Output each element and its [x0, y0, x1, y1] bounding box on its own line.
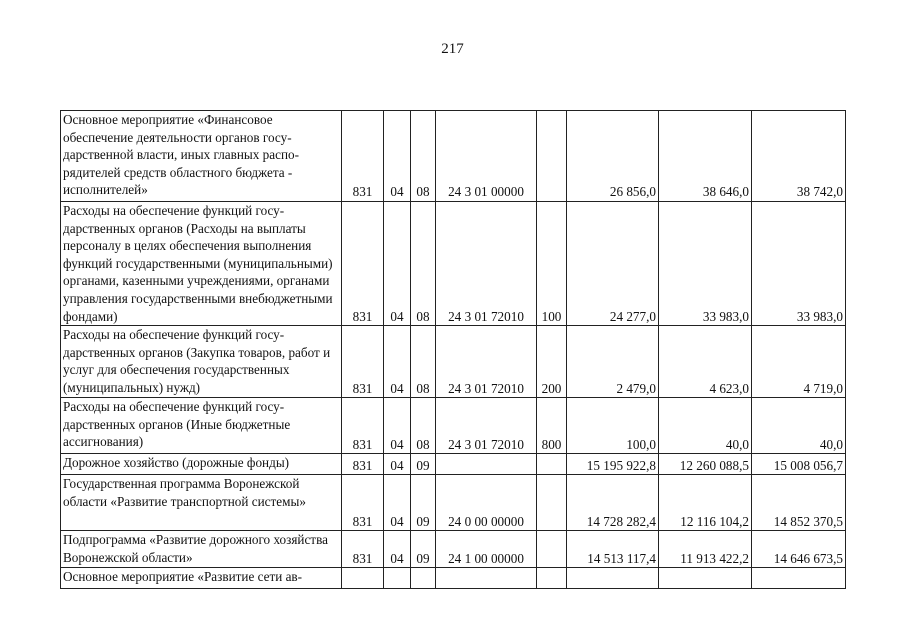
year1-cell	[567, 568, 659, 589]
rz-cell: 04	[384, 398, 411, 454]
table-row	[61, 531, 846, 568]
csr-cell: 24 3 01 72010	[436, 398, 537, 454]
pr-cell: 08	[411, 202, 436, 326]
row-name: Основное мероприятие «Финансовое обеспечение деятельности органов государственной власти, иных главных распорядителей средств областного бюджета - исполнителей»	[61, 111, 342, 202]
rz-cell: 04	[384, 531, 411, 568]
year1-cell: 15 195 922,8	[567, 454, 659, 475]
year3-cell: 38 742,0	[752, 111, 846, 202]
row-name: Подпрограмма «Развитие дорожного хозяйства Воронежской области»	[61, 531, 342, 568]
year1-cell: 26 856,0	[567, 111, 659, 202]
rz-cell	[384, 568, 411, 589]
year1-cell: 100,0	[567, 398, 659, 454]
year2-cell: 4 623,0	[659, 326, 752, 398]
year3-cell: 14 646 673,5	[752, 531, 846, 568]
year3-cell: 33 983,0	[752, 202, 846, 326]
table-row	[61, 398, 846, 454]
table-row	[61, 454, 846, 475]
year2-cell: 38 646,0	[659, 111, 752, 202]
pr-cell: 08	[411, 111, 436, 202]
year3-cell: 14 852 370,5	[752, 475, 846, 531]
table-row	[61, 568, 846, 589]
year1-cell: 2 479,0	[567, 326, 659, 398]
csr-cell: 24 1 00 00000	[436, 531, 537, 568]
year2-cell: 12 116 104,2	[659, 475, 752, 531]
year2-cell: 40,0	[659, 398, 752, 454]
row-name: Расходы на обеспечение функций государственных органов (Расходы на выплаты персоналу в целях обеспечения выполнения функций государственными (муниципальными) органами, казенными учреждениями, органами управления государственными внебюджетными фондами)	[61, 202, 342, 326]
csr-cell	[436, 454, 537, 475]
year3-cell: 4 719,0	[752, 326, 846, 398]
csr-cell: 24 3 01 72010	[436, 202, 537, 326]
year2-cell: 12 260 088,5	[659, 454, 752, 475]
grbs-cell: 831	[342, 111, 384, 202]
vr-cell	[537, 111, 567, 202]
year3-cell	[752, 568, 846, 589]
pr-cell: 09	[411, 454, 436, 475]
pr-cell	[411, 568, 436, 589]
rz-cell: 04	[384, 326, 411, 398]
grbs-cell: 831	[342, 454, 384, 475]
page-number: 217	[441, 41, 464, 57]
year3-cell: 15 008 056,7	[752, 454, 846, 475]
grbs-cell: 831	[342, 326, 384, 398]
rz-cell: 04	[384, 111, 411, 202]
rz-cell: 04	[384, 202, 411, 326]
csr-cell: 24 3 01 00000	[436, 111, 537, 202]
vr-cell: 800	[537, 398, 567, 454]
year2-cell: 33 983,0	[659, 202, 752, 326]
budget-table	[60, 110, 846, 589]
year2-cell: 11 913 422,2	[659, 531, 752, 568]
vr-cell	[537, 454, 567, 475]
table-row	[61, 475, 846, 531]
grbs-cell: 831	[342, 202, 384, 326]
rz-cell: 04	[384, 475, 411, 531]
csr-cell: 24 0 00 00000	[436, 475, 537, 531]
row-name: Основное мероприятие «Развитие сети ав-	[61, 568, 342, 589]
year1-cell: 14 728 282,4	[567, 475, 659, 531]
vr-cell: 200	[537, 326, 567, 398]
table-row	[61, 111, 846, 202]
pr-cell: 08	[411, 326, 436, 398]
row-name: Расходы на обеспечение функций государственных органов (Иные бюджетные ассигнования)	[61, 398, 342, 454]
grbs-cell: 831	[342, 398, 384, 454]
grbs-cell: 831	[342, 475, 384, 531]
vr-cell	[537, 568, 567, 589]
csr-cell	[436, 568, 537, 589]
row-name: Расходы на обеспечение функций государственных органов (Закупка товаров, работ и услуг для обеспечения государственных (муниципальных) нужд)	[61, 326, 342, 398]
table-row	[61, 202, 846, 326]
year1-cell: 14 513 117,4	[567, 531, 659, 568]
pr-cell: 08	[411, 398, 436, 454]
vr-cell	[537, 475, 567, 531]
rz-cell: 04	[384, 454, 411, 475]
row-name: Дорожное хозяйство (дорожные фонды)	[61, 454, 342, 475]
grbs-cell: 831	[342, 531, 384, 568]
row-name: Государственная программа Воронежской области «Развитие транспортной системы»	[61, 475, 342, 531]
csr-cell: 24 3 01 72010	[436, 326, 537, 398]
year2-cell	[659, 568, 752, 589]
vr-cell: 100	[537, 202, 567, 326]
pr-cell: 09	[411, 475, 436, 531]
vr-cell	[537, 531, 567, 568]
grbs-cell	[342, 568, 384, 589]
table-row	[61, 326, 846, 398]
pr-cell: 09	[411, 531, 436, 568]
year3-cell: 40,0	[752, 398, 846, 454]
year1-cell: 24 277,0	[567, 202, 659, 326]
